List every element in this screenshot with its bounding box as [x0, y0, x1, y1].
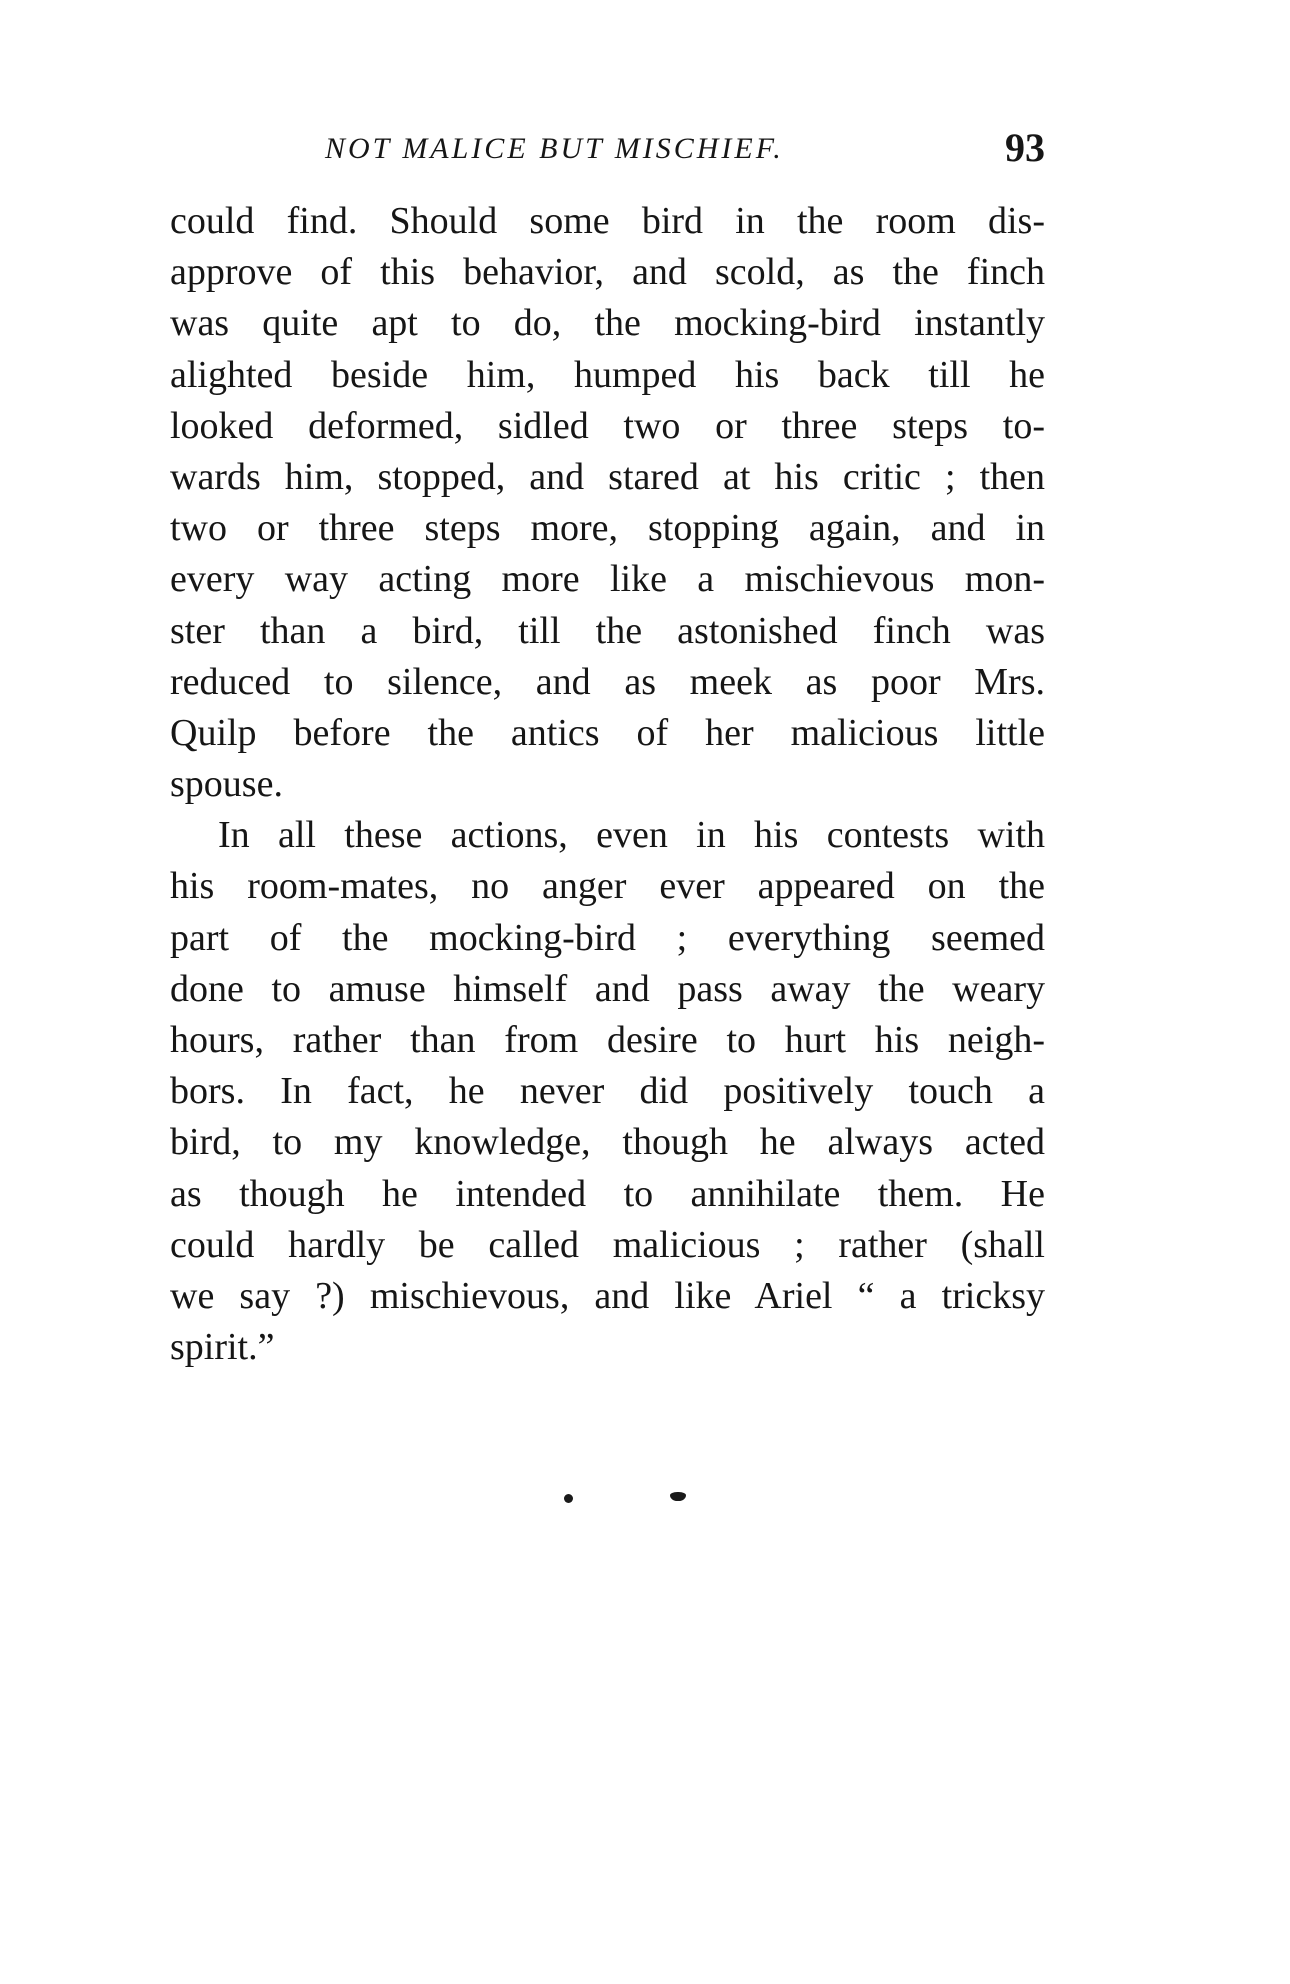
- text-line: done to amuse himself and pass away the weary: [170, 967, 1045, 1010]
- running-head: [170, 124, 1045, 184]
- running-title: NOT MALICE BUT MISCHIEF.: [325, 132, 784, 165]
- text-line: bird, to my knowledge, though he always acted: [170, 1121, 1045, 1164]
- paragraph: [170, 196, 1045, 810]
- text-line: alighted beside him, humped his back till he: [170, 353, 1045, 396]
- text-line: every way acting more like a mischievous mon-: [170, 558, 1045, 601]
- text-line: spirit.”: [170, 1326, 275, 1369]
- ornament-dot: [564, 1494, 573, 1503]
- text-line: his room-mates, no anger ever appeared on the: [170, 865, 1045, 908]
- text-line: reduced to silence, and as meek as poor Mrs.: [170, 660, 1045, 703]
- text-line: hours, rather than from desire to hurt his neigh-: [170, 1019, 1045, 1061]
- text-line: approve of this behavior, and scold, as the finch: [170, 251, 1045, 294]
- text-line: as though he intended to annihilate them. He: [170, 1172, 1045, 1215]
- body-text: [170, 196, 1045, 1373]
- text-line: looked deformed, sidled two or three steps to-: [170, 404, 1045, 447]
- text-line: could find. Should some bird in the room dis-: [170, 200, 1045, 242]
- text-line: could hardly be called malicious ; rather (shall: [170, 1223, 1045, 1266]
- ornament-dot: [670, 1492, 686, 1501]
- text-line: In all these actions, even in his contests with: [218, 814, 1045, 857]
- text-line: two or three steps more, stopping again, and in: [170, 507, 1045, 550]
- text-line: we say ?) mischievous, and like Ariel “ a tricksy: [170, 1274, 1045, 1317]
- text-line: spouse.: [170, 763, 283, 806]
- text-line: was quite apt to do, the mocking-bird instantly: [170, 302, 1045, 345]
- text-line: part of the mocking-bird ; everything seemed: [170, 916, 1045, 959]
- ornament-dots: [560, 1488, 700, 1512]
- text-line: ster than a bird, till the astonished finch was: [170, 609, 1045, 652]
- page-number: 93: [1005, 125, 1045, 170]
- text-line: wards him, stopped, and stared at his critic ; then: [170, 455, 1045, 498]
- paragraph: [170, 810, 1045, 1373]
- text-line: bors. In fact, he never did positively touch a: [170, 1070, 1045, 1113]
- text-line: Quilp before the antics of her malicious little: [170, 711, 1045, 754]
